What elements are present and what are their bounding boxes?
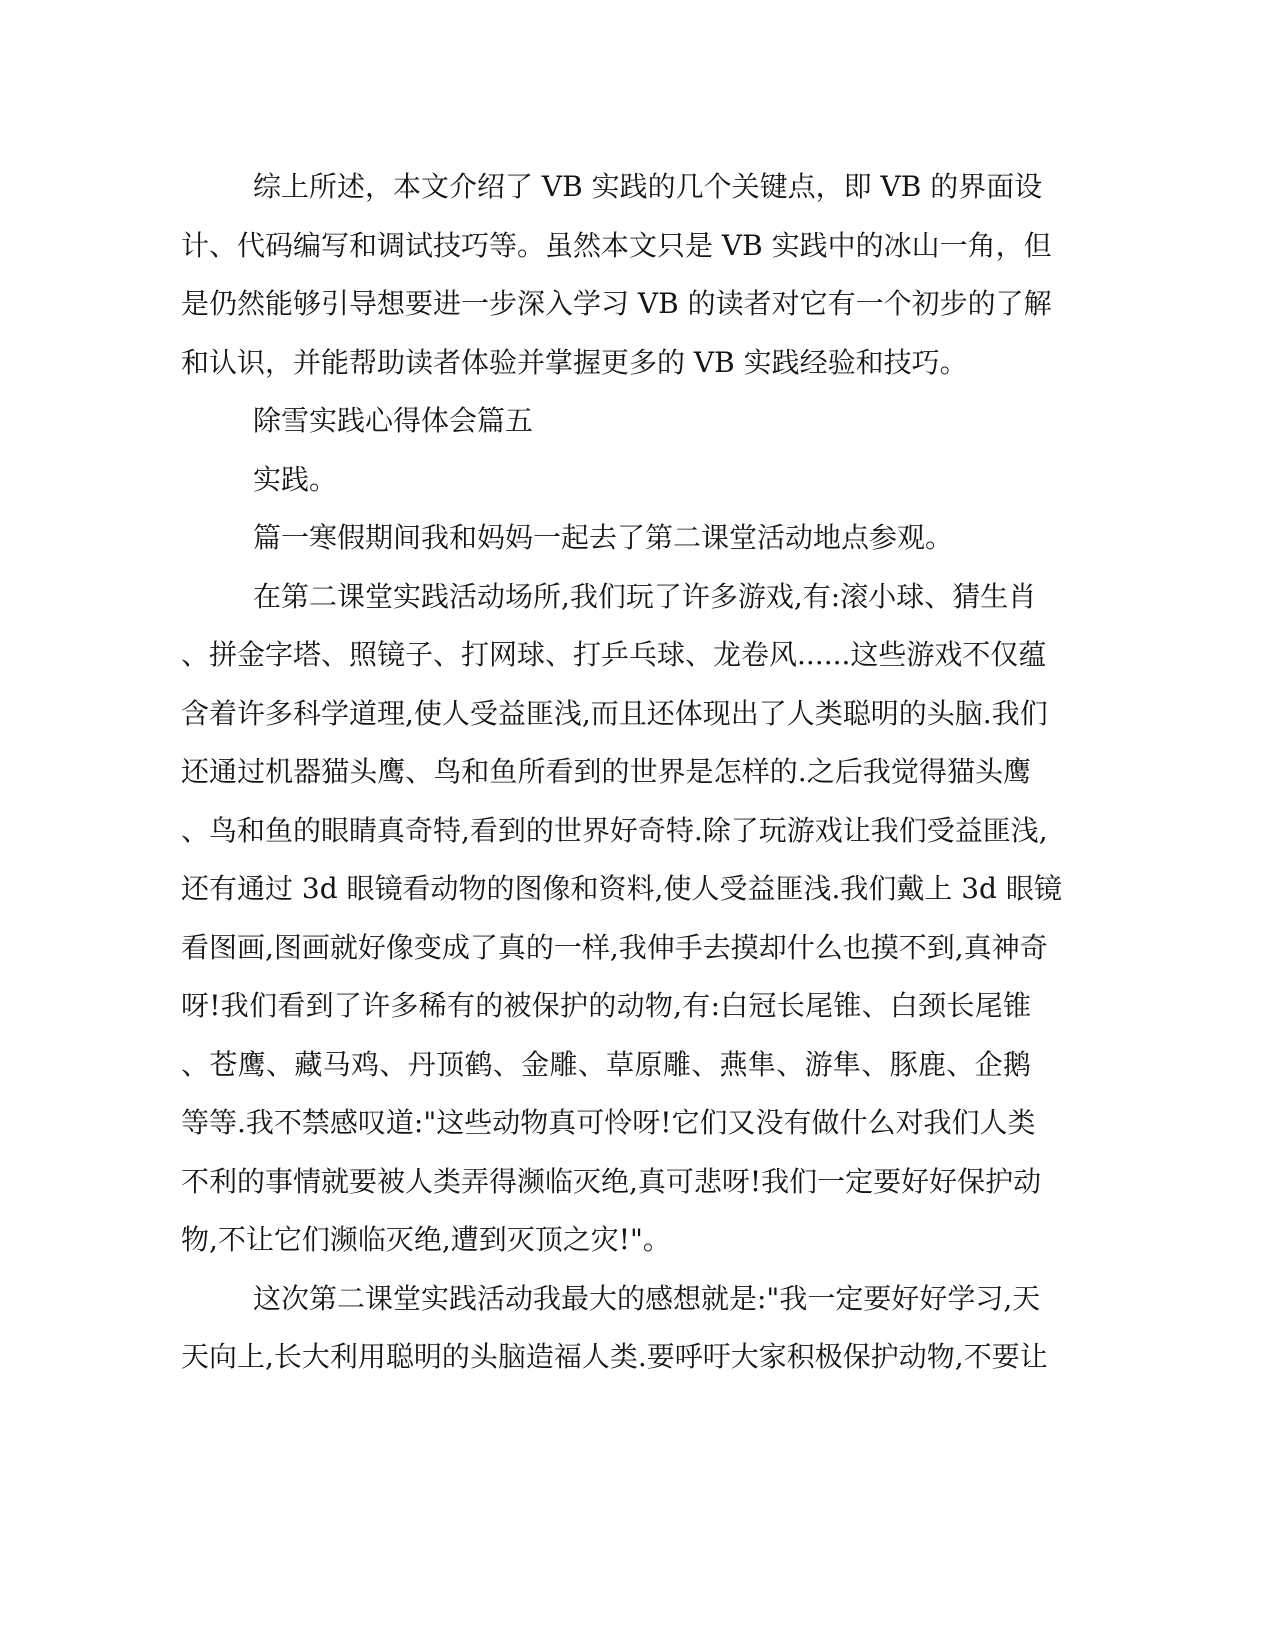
paragraph-line: 篇一寒假期间我和妈妈一起去了第二课堂活动地点参观。: [253, 521, 954, 554]
paragraph-line: 、拼金字塔、照镜子、打网球、打乒乓球、龙卷风......这些游戏不仅蕴: [181, 638, 1047, 671]
paragraph-line: 含着许多科学道理,使人受益匪浅,而且还体现出了人类聪明的头脑.我们: [181, 696, 1048, 730]
paragraph-line: 、鸟和鱼的眼睛真奇特,看到的世界好奇特.除了玩游戏让我们受益匪浅,: [181, 813, 1048, 847]
paragraph-line: 、苍鹰、藏马鸡、丹顶鹤、金雕、草原雕、燕隼、游隼、豚鹿、企鹅: [181, 1047, 1031, 1081]
paragraph-line: 和认识，并能帮助读者体验并掌握更多的 VB 实践经验和技巧。: [181, 345, 968, 379]
paragraph-line: 这次第二课堂实践活动我最大的感想就是:"我一定要好好学习,天: [253, 1281, 1041, 1315]
paragraph-line: 看图画,图画就好像变成了真的一样,我伸手去摸却什么也摸不到,真神奇: [181, 930, 1048, 964]
paragraph-line: 还通过机器猫头鹰、鸟和鱼所看到的世界是怎样的.之后我觉得猫头鹰: [181, 755, 1031, 788]
paragraph-line: 等等.我不禁感叹道:"这些动物真可怜呀!它们又没有做什么对我们人类: [181, 1106, 1036, 1139]
paragraph-line: 物,不让它们濒临灭绝,遭到灭顶之灾!"。: [181, 1223, 671, 1256]
paragraph-line: 天向上,长大利用聪明的头脑造福人类.要呼吁大家积极保护动物,不要让: [181, 1340, 1048, 1373]
document-body: [181, 158, 1062, 1387]
paragraph-line: 不利的事情就要被人类弄得濒临灭绝,真可悲呀!我们一定要好好保护动: [181, 1164, 1042, 1198]
paragraph-line: 还有通过 3d 眼镜看动物的图像和资料,使人受益匪浅.我们戴上 3d 眼镜: [181, 872, 1062, 905]
paragraph-line: 在第二课堂实践活动场所,我们玩了许多游戏,有:滚小球、猜生肖: [253, 579, 1037, 613]
paragraph-line: 实践。: [253, 462, 338, 496]
paragraph-line: 呀!我们看到了许多稀有的被保护的动物,有:白冠长尾锥、白颈长尾锥: [181, 989, 1031, 1022]
paragraph-line: 是仍然能够引导想要进一步深入学习 VB 的读者对它有一个初步的了解: [181, 287, 1052, 320]
paragraph-line: 计、代码编写和调试技巧等。虽然本文只是 VB 实践中的冰山一角，但: [181, 228, 1052, 262]
paragraph-line: 综上所述，本文介绍了 VB 实践的几个关键点，即 VB 的界面设: [253, 170, 1043, 203]
section-heading: 除雪实践心得体会篇五: [253, 404, 534, 437]
